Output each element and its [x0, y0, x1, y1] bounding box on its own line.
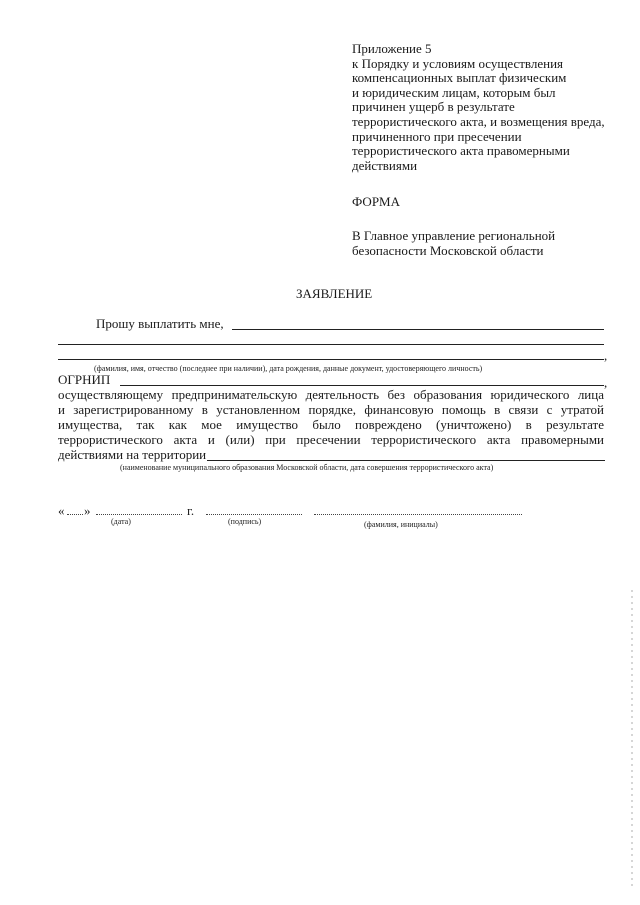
applicant-id-field[interactable]	[58, 359, 604, 360]
paragraph-line: имущества, так как мое имущество было повреждено (уничтожено) в результате	[58, 417, 604, 432]
territory-caption: (наименование муниципального образования Московской области, дата совершения террористического акта)	[120, 463, 494, 472]
ogrnip-label: ОГРНИП	[58, 372, 111, 387]
appendix-line: причинен ущерб в результате	[352, 99, 515, 115]
form-label: ФОРМА	[352, 194, 400, 209]
date-open-quote: «	[58, 503, 65, 518]
appendix-note	[352, 42, 605, 173]
appendix-line: причиненного при пресечении	[352, 128, 522, 144]
ogrnip-field[interactable]	[120, 385, 604, 386]
day-field[interactable]	[67, 514, 83, 515]
month-year-field[interactable]	[96, 514, 182, 515]
applicant-details-field[interactable]	[58, 344, 604, 345]
name-caption: (фамилия, инициалы)	[364, 520, 438, 529]
comma: ,	[604, 348, 608, 363]
recipient	[352, 228, 555, 258]
document-title: ЗАЯВЛЕНИЕ	[296, 286, 373, 301]
appendix-line: террористического акта правомерными	[352, 143, 570, 159]
appendix-line: к Порядку и условиям осуществления	[352, 55, 564, 71]
paragraph-line: и зарегистрированному в установленном порядке, финансовую помощь в связи с утратой	[58, 402, 604, 417]
year-suffix: г.	[187, 503, 195, 518]
scan-edge-mark	[631, 590, 633, 890]
appendix-line: и юридическим лицам, которым был	[352, 84, 556, 100]
territory-field[interactable]	[207, 460, 605, 461]
appendix-line: компенсационных выплат физическим	[352, 70, 567, 86]
comma: ,	[604, 375, 608, 390]
signature-field[interactable]	[206, 514, 302, 515]
paragraph-line: террористического акта и (или) при пресечении террористического акта правомерными	[58, 432, 604, 447]
date-caption: (дата)	[111, 517, 131, 526]
appendix-line: действиями	[352, 157, 418, 173]
request-text: Прошу выплатить мне,	[96, 316, 224, 331]
signature-caption: (подпись)	[228, 517, 262, 526]
personal-data-caption: (фамилия, имя, отчество (последнее при наличии), дата рождения, данные документ, удостоверяющего личность)	[94, 364, 483, 373]
recipient-line: В Главное управление региональной	[352, 228, 556, 243]
paragraph-line: осуществляющему предпринимательскую деятельность без образования юридического лица	[58, 387, 604, 402]
appendix-line: Приложение 5	[352, 41, 432, 56]
applicant-name-field[interactable]	[232, 329, 604, 330]
recipient-line: безопасности Московской области	[352, 243, 544, 258]
name-initials-field[interactable]	[314, 514, 522, 515]
territory-text: действиями на территории	[58, 447, 207, 462]
date-close-quote: »	[84, 503, 91, 518]
appendix-line: террористического акта, и возмещения вреда,	[352, 113, 605, 129]
